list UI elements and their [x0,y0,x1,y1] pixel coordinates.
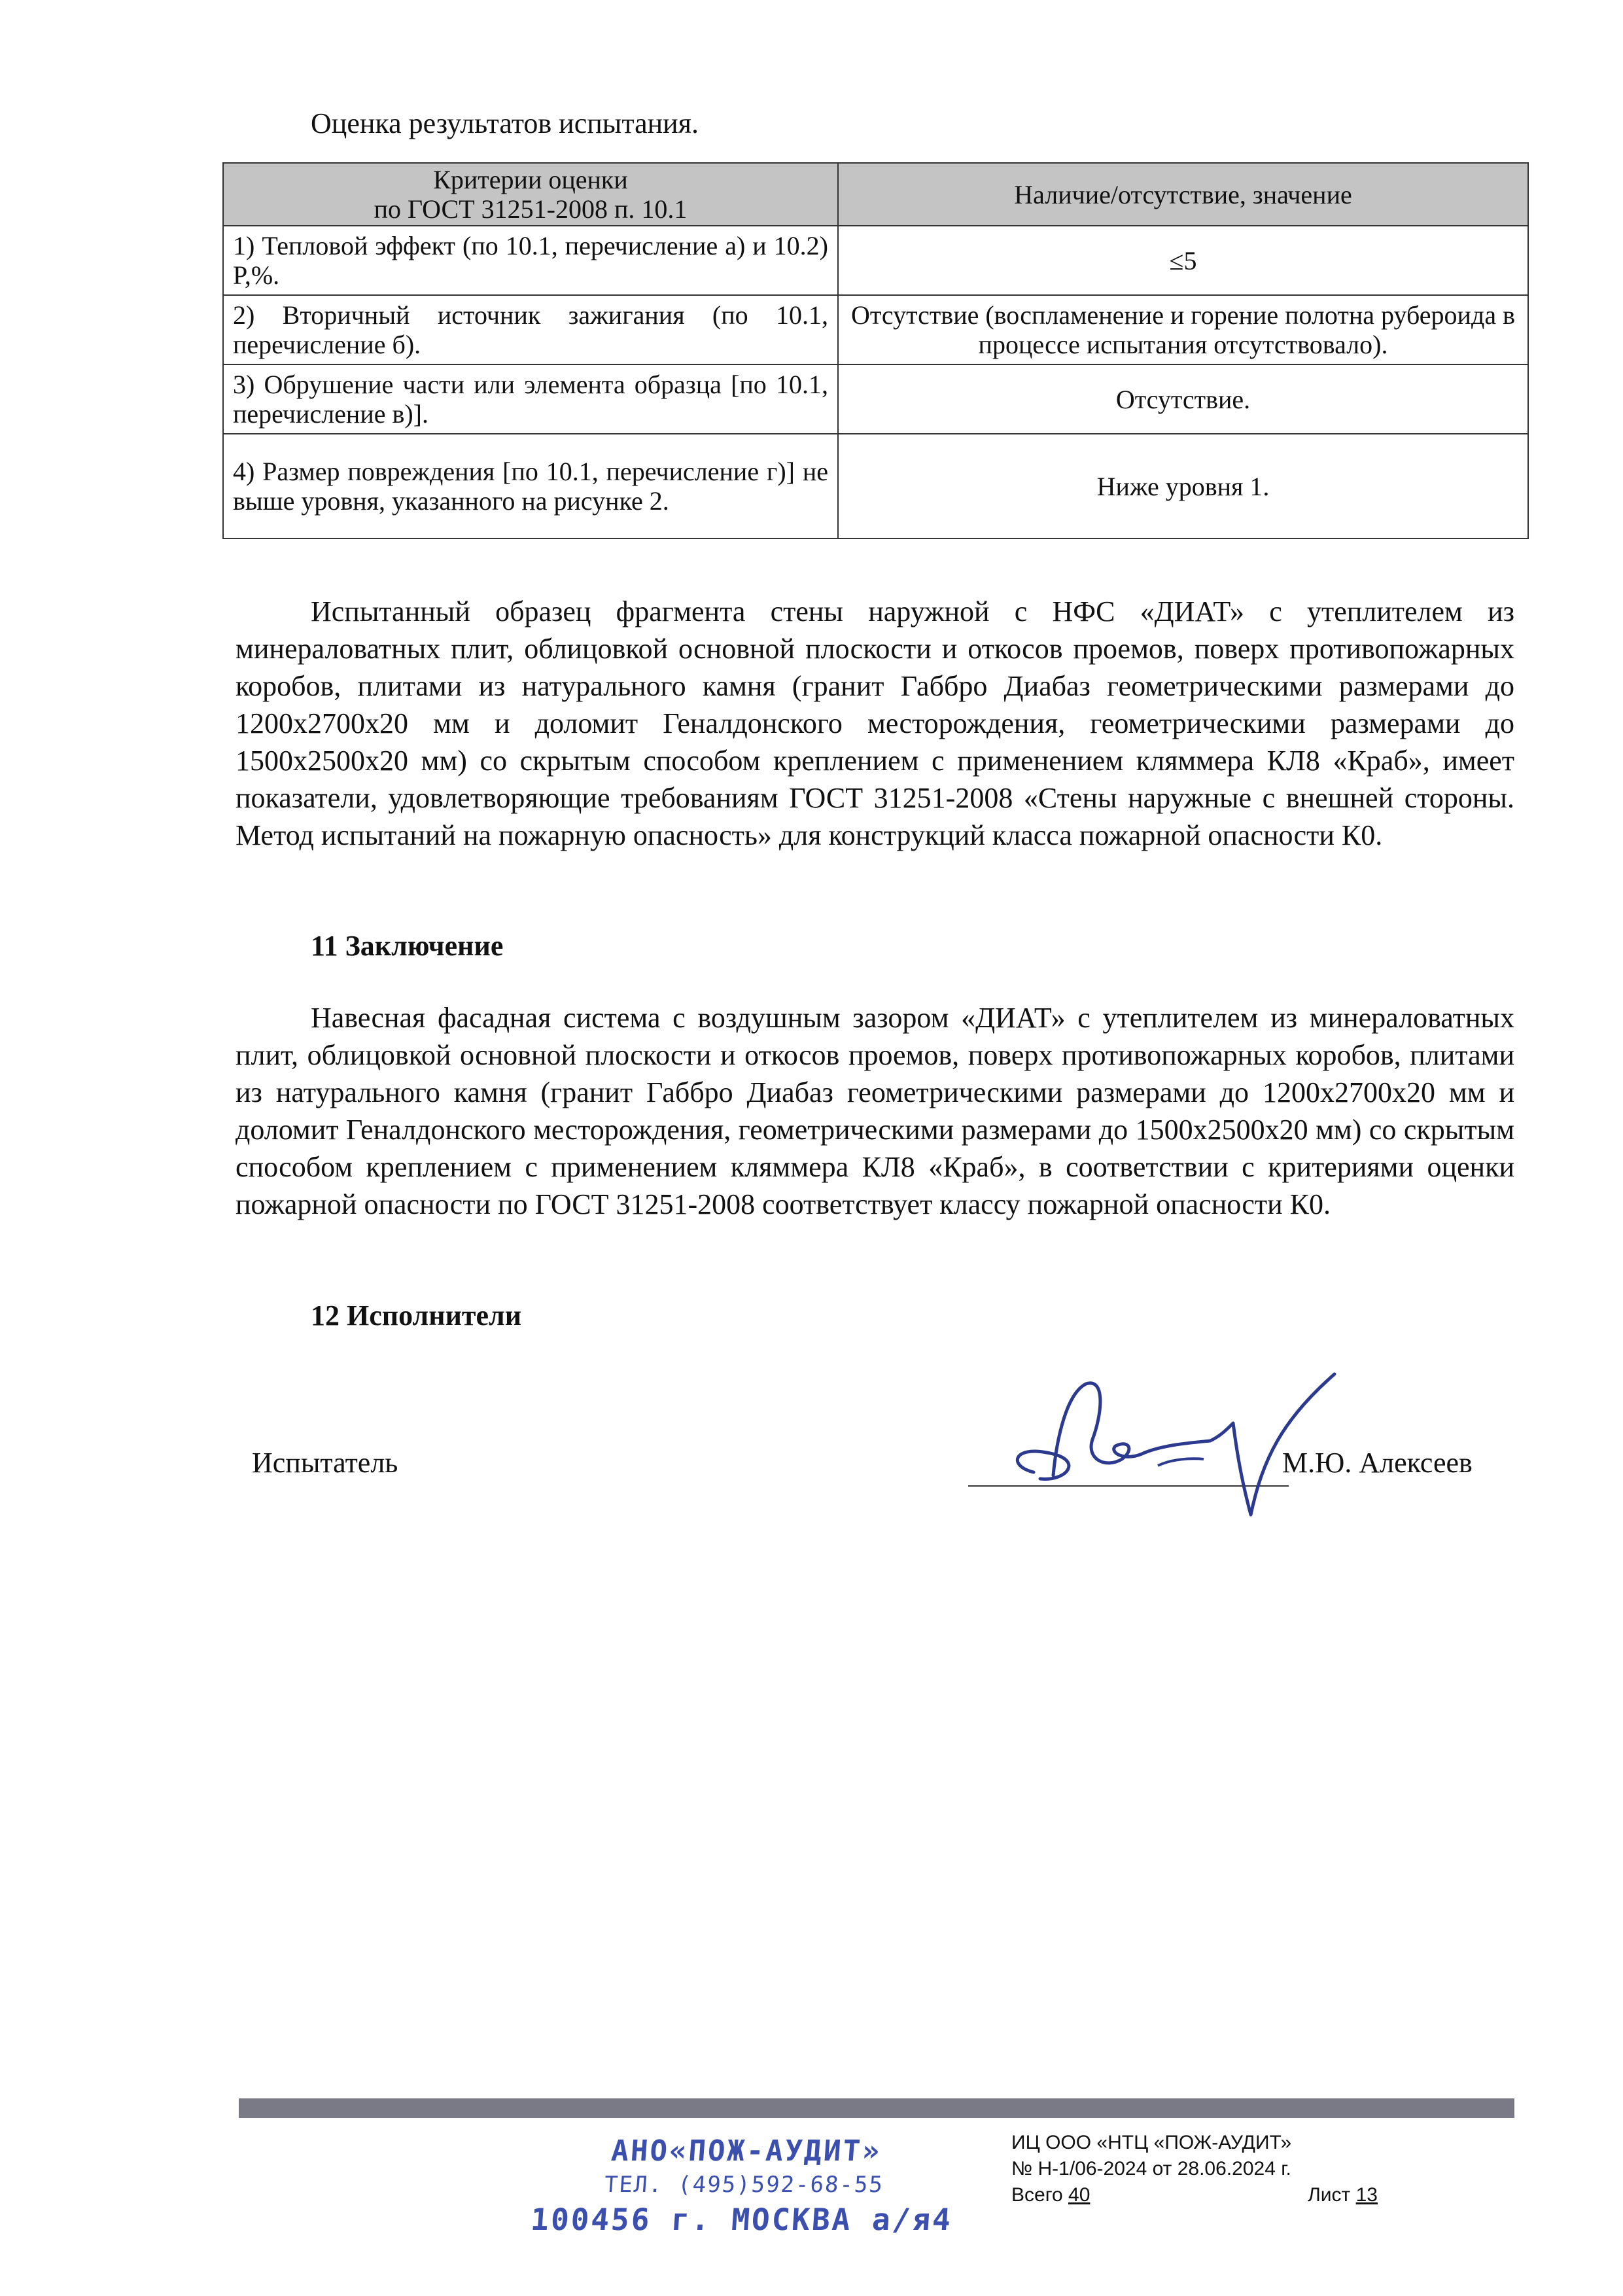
criterion-cell: 2) Вторичный источник зажигания (по 10.1, перечисление б). [223,295,838,364]
criterion-cell: 4) Размер повреждения [по 10.1, перечисление г)] не выше уровня, указанного на рисунке 2. [223,434,838,539]
total-pages: Всего 40 [1011,2184,1091,2206]
signature-image [994,1361,1361,1521]
result-paragraph: Испытанный образец фрагмента стены наружной с НФС «ДИАТ» с утеплителем из минераловатных плит, облицовкой основной плоскости и откосов проемов, поверх противопожарных коробов, плитами из натурального камня (гранит Габбро Диабаз геометрическими размерами до 1200х2700х20 мм и доломит Геналдонского месторождения, геометрическими размерами до 1500х2500х20 мм) со скрытым способом креплением с применением кляммера КЛ8 «Краб», имеет показатели, удовлетворяющие требованиям ГОСТ 31251-2008 «Стены наружные с внешней стороны. Метод испытаний на пожарную опасность» для конструкций класса пожарной опасности К0. [236,595,1514,851]
tester-role: Испытатель [252,1447,398,1479]
table-row [223,226,1528,295]
value-cell: Ниже уровня 1. [838,434,1528,539]
intro-text: Оценка результатов испытания. [311,107,699,139]
value-cell: Отсутствие. [838,364,1528,434]
table-header-criteria: Критерии оценки по ГОСТ 31251-2008 п. 10.1 [223,163,838,226]
conclusion-paragraph: Навесная фасадная система с воздушным зазором «ДИАТ» с утеплителем из минераловатных плит, облицовкой основной плоскости и откосов проемов, поверх противопожарных коробов, плитами из натурального камня (гранит Габбро Диабаз геометрическими размерами до 1200х2700х20 мм и доломит Геналдонского месторождения, геометрическими размерами до 1500х2500х20 мм) со скрытым способом креплением с применением кляммера КЛ8 «Краб», в соответствии с критериями оценки пожарной опасности по ГОСТ 31251-2008 соответствует классу пожарной опасности К0. [236,1002,1514,1220]
table-header-value: Наличие/отсутствие, значение [838,163,1528,226]
doc-number: № Н-1/06-2024 от 28.06.2024 г. [1011,2158,1291,2180]
tester-name: М.Ю. Алексеев [1282,1447,1473,1479]
criteria-table [222,162,1529,539]
criterion-cell: 3) Обрушение части или элемента образца [по 10.1, перечисление в)]. [223,364,838,434]
table-row [223,295,1528,364]
document-info [1011,2130,1378,2208]
section-12-heading: 12 Исполнители [311,1299,522,1332]
table-header-row [223,163,1528,226]
sheet-number: Лист 13 [1308,2184,1378,2206]
criterion-cell: 1) Тепловой эффект (по 10.1, перечисление а) и 10.2) P,%. [223,226,838,295]
footer-bar [239,2098,1514,2118]
table-row [223,364,1528,434]
section-11-heading: 11 Заключение [311,930,504,962]
value-cell: Отсутствие (воспламенение и горение полотна рубероида в процессе испытания отсутствовало). [838,295,1528,364]
table-row [223,434,1528,539]
org-name: ИЦ ООО «НТЦ «ПОЖ-АУДИТ» [1011,2132,1292,2153]
value-cell: ≤5 [838,226,1528,295]
organization-stamp: АНО«ПОЖ-АУДИТ» ТЕЛ. (495)592-68-55 100456 г. МОСКВА а/я4 [529,2134,954,2237]
